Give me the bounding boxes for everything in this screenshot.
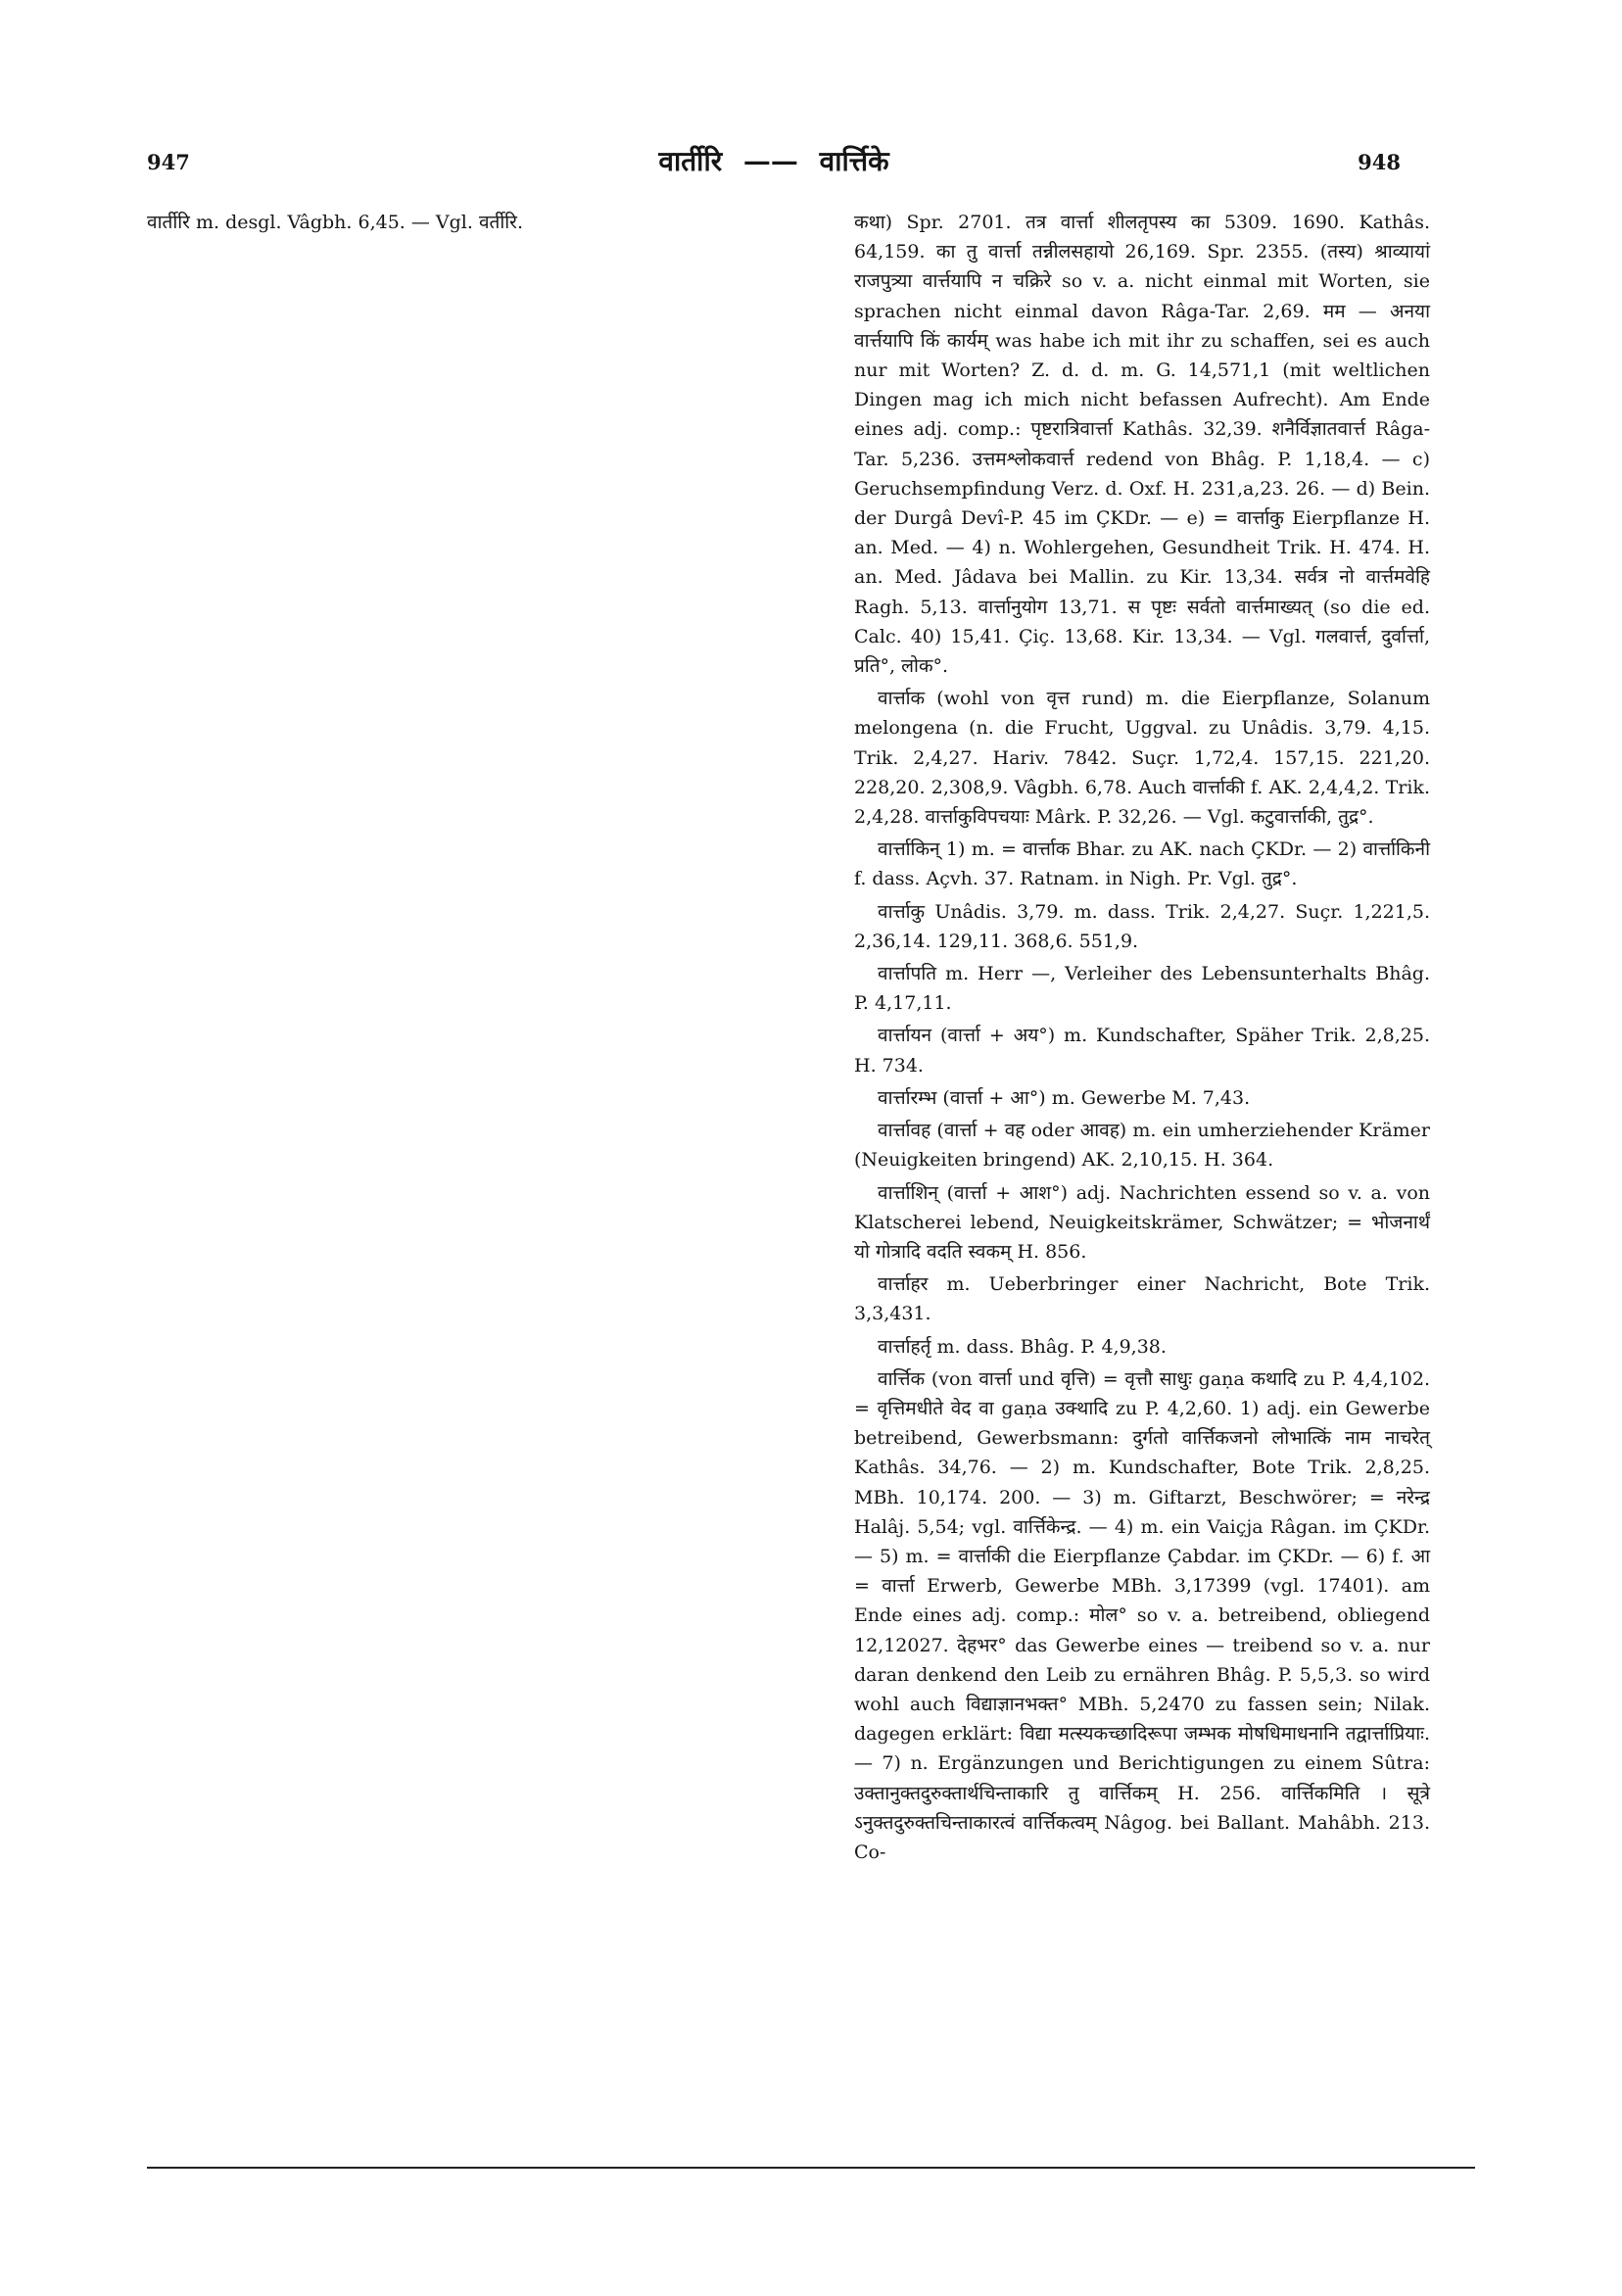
dictionary-text: कथा) Spr. 2701. तत्र वार्त्ता शीलतृपस्य का 5309. 1690. Kathâs. 64,159. का तु वार्त्ता तन्नीलसहायो 26,169. Spr. 2355. (तस्य) श्राव्यायां राजपुत्र्या वार्त्तयापि न चक्रिरे so v. a. nicht einmal mit Worten, sie sprachen nicht einmal davon Râga-Tar. 2,69. मम — अनया वार्त्तयापि किं कार्यम् was habe ich mit ihr zu schaffen, sei es auch nur mit Worten? Z. d. d. m. G. 14,571,1 (mit weltlichen Dingen mag ich mich nicht befassen Aufrecht). Am Ende eines adj. comp.: पृष्टरात्रिवार्त्ता Kathâs. 32,39. शनैर्विज्ञातवार्त्त Râga-Tar. 5,236. उत्तमश्लोकवार्त्त redend von Bhâg. P. 1,18,4. — c) Geruchsempfindung Verz. d. Oxf. H. 231,a,23. 26. — d) Bein. der Durgâ Devî-P. 45 im ÇKDr. — e) = वार्त्ताकु Eierpflanze H. an. Med. — 4) n. Wohlergehen, Gesundheit Trik. H. 474. H. an. Med. Jâdava bei Mallin. zu Kir. 13,34. सर्वत्र नो वार्त्तमवेहि Ragh. 5,13. वार्त्तानुयोग 13,71. स पृष्टः सर्वतो वार्त्तमाख्यत् (so die ed. Calc. 40) 15,41. Çiç. 13,68. Kir. 13,34. — Vgl. गलवार्त्त, दुर्वार्त्ता, प्रति°, लोक°.	[854, 212, 1430, 678]
right-column	[854, 208, 1430, 1867]
dictionary-entry: वार्त्ताशिन् (वार्त्ता + आश°) adj. Nachrichten essend so v. a. von Klatscherei lebend, Neuigkeitskrämer, Schwätzer; = भोजनार्थं यो गोत्रादि वदति स्वकम् H. 856.	[854, 1181, 1430, 1263]
dictionary-entry: वार्त्ताकिन् 1) m. = वार्त्ताक Bhar. zu AK. nach ÇKDr. — 2) वार्त्ताकिनी f. dass. Açvh. 37. Ratnam. in Nigh. Pr. Vgl. तुद्र°.	[854, 838, 1430, 890]
page-header	[147, 142, 1401, 181]
dictionary-entry: वार्त्तारम्भ (वार्त्ता + आ°) m. Gewerbe M. 7,43.	[878, 1086, 1251, 1109]
dictionary-entry: वार्त्ताक (wohl von वृत्त rund) m. die Eierpflanze, Solanum melongena (n. die Frucht, Uggval. zu Unâdis. 3,79. 4,15. Trik. 2,4,27. Hariv. 7842. Suçr. 1,72,4. 157,15. 221,20. 228,20. 2,308,9. Vâgbh. 6,78. Auch वार्त्ताकी f. AK. 2,4,4,2. Trik. 2,4,28. वार्त्ताकुविपचयाः Mârk. P. 32,26. — Vgl. कटुवार्त्ताकी, तुद्र°.	[854, 688, 1430, 829]
dictionary-entry: वार्त्तिक (von वार्त्ता und वृत्ति) = वृत्तौ साधुः gaṇa कथादि zu P. 4,4,102. = वृत्तिमधीते वेद वा gaṇa उक्थादि zu P. 4,2,60. 1) adj. ein Gewerbe betreibend, Gewerbsmann: दुर्गतो वार्त्तिकजनो लोभात्किं नाम नाचरेत् Kathâs. 34,76. — 2) m. Kundschafter, Bote Trik. 2,8,25. MBh. 10,174. 200. — 3) m. Giftarzt, Beschwörer; = नरेन्द्र Halâj. 5,54; vgl. वार्त्तिकेन्द्र. — 4) m. ein Vaiçja Râgan. im ÇKDr. — 5) m. = वार्त्ताकी die Eierpflanze Çabdar. im ÇKDr. — 6) f. आ = वार्त्ता Erwerb, Gewerbe MBh. 3,17399 (vgl. 17401). am Ende eines adj. comp.: मोल° so v. a. betreibend, obliegend 12,12027. देहभर° das Gewerbe eines — treibend so v. a. nur daran denkend den Leib zu ernähren Bhâg. P. 5,5,3. so wird wohl auch विद्याज्ञानभक्त° MBh. 5,2470 zu fassen sein; Nilak. dagegen erklärt: विद्या मत्स्यकच्छादिरूपा जम्भक मोषधिमाधनानि तद्वार्त्ताप्रियाः. — 7) n. Ergänzungen und Berichtigungen zu einem Sûtra: उक्तानुक्तदुरुक्तार्थचिन्ताकारि तु वार्त्तिकम् H. 256. वार्त्तिकमिति । सूत्रे ऽनुक्तदुरुक्तचिन्ताकारत्वं वार्त्तिकत्वम् Nâgog. bei Ballant. Mahâbh. 213. Co-	[854, 1367, 1430, 1863]
dictionary-entry: वार्त्ताकु Unâdis. 3,79. m. dass. Trik. 2,4,27. Suçr. 1,221,5. 2,36,14. 129,11. 368,6. 551,9.	[854, 900, 1430, 952]
running-headwords	[147, 142, 1401, 179]
headword-from: वार्तीरि	[658, 145, 723, 177]
dictionary-entry: वार्त्तावह (वार्त्ता + वह oder आवह) m. ein umherziehender Krämer (Neuigkeiten bringend) AK. 2,10,15. H. 364.	[854, 1120, 1430, 1172]
left-page-number: 947	[147, 150, 190, 174]
dictionary-entry: वार्त्ताहर m. Ueberbringer einer Nachricht, Bote Trik. 3,3,431.	[854, 1273, 1430, 1325]
dictionary-entry: वार्त्तापति m. Herr —, Verleiher des Lebensunterhalts Bhâg. P. 4,17,11.	[854, 963, 1430, 1015]
dictionary-entry: वार्त्ताहर्तृ m. dass. Bhâg. P. 4,9,38.	[878, 1335, 1167, 1358]
footer-rule	[147, 2167, 1475, 2169]
headword-to: वार्त्तिके	[819, 145, 889, 177]
dictionary-text: वार्तीरि m. desgl. Vâgbh. 6,45. — Vgl. वर्तीरि.	[147, 212, 523, 233]
dictionary-entry: वार्त्तायन (वार्त्ता + अय°) m. Kundschafter, Späher Trik. 2,8,25. H. 734.	[854, 1025, 1430, 1076]
headword-dash: ——	[742, 145, 798, 177]
right-page-number: 948	[1358, 150, 1401, 174]
left-column	[147, 208, 803, 237]
